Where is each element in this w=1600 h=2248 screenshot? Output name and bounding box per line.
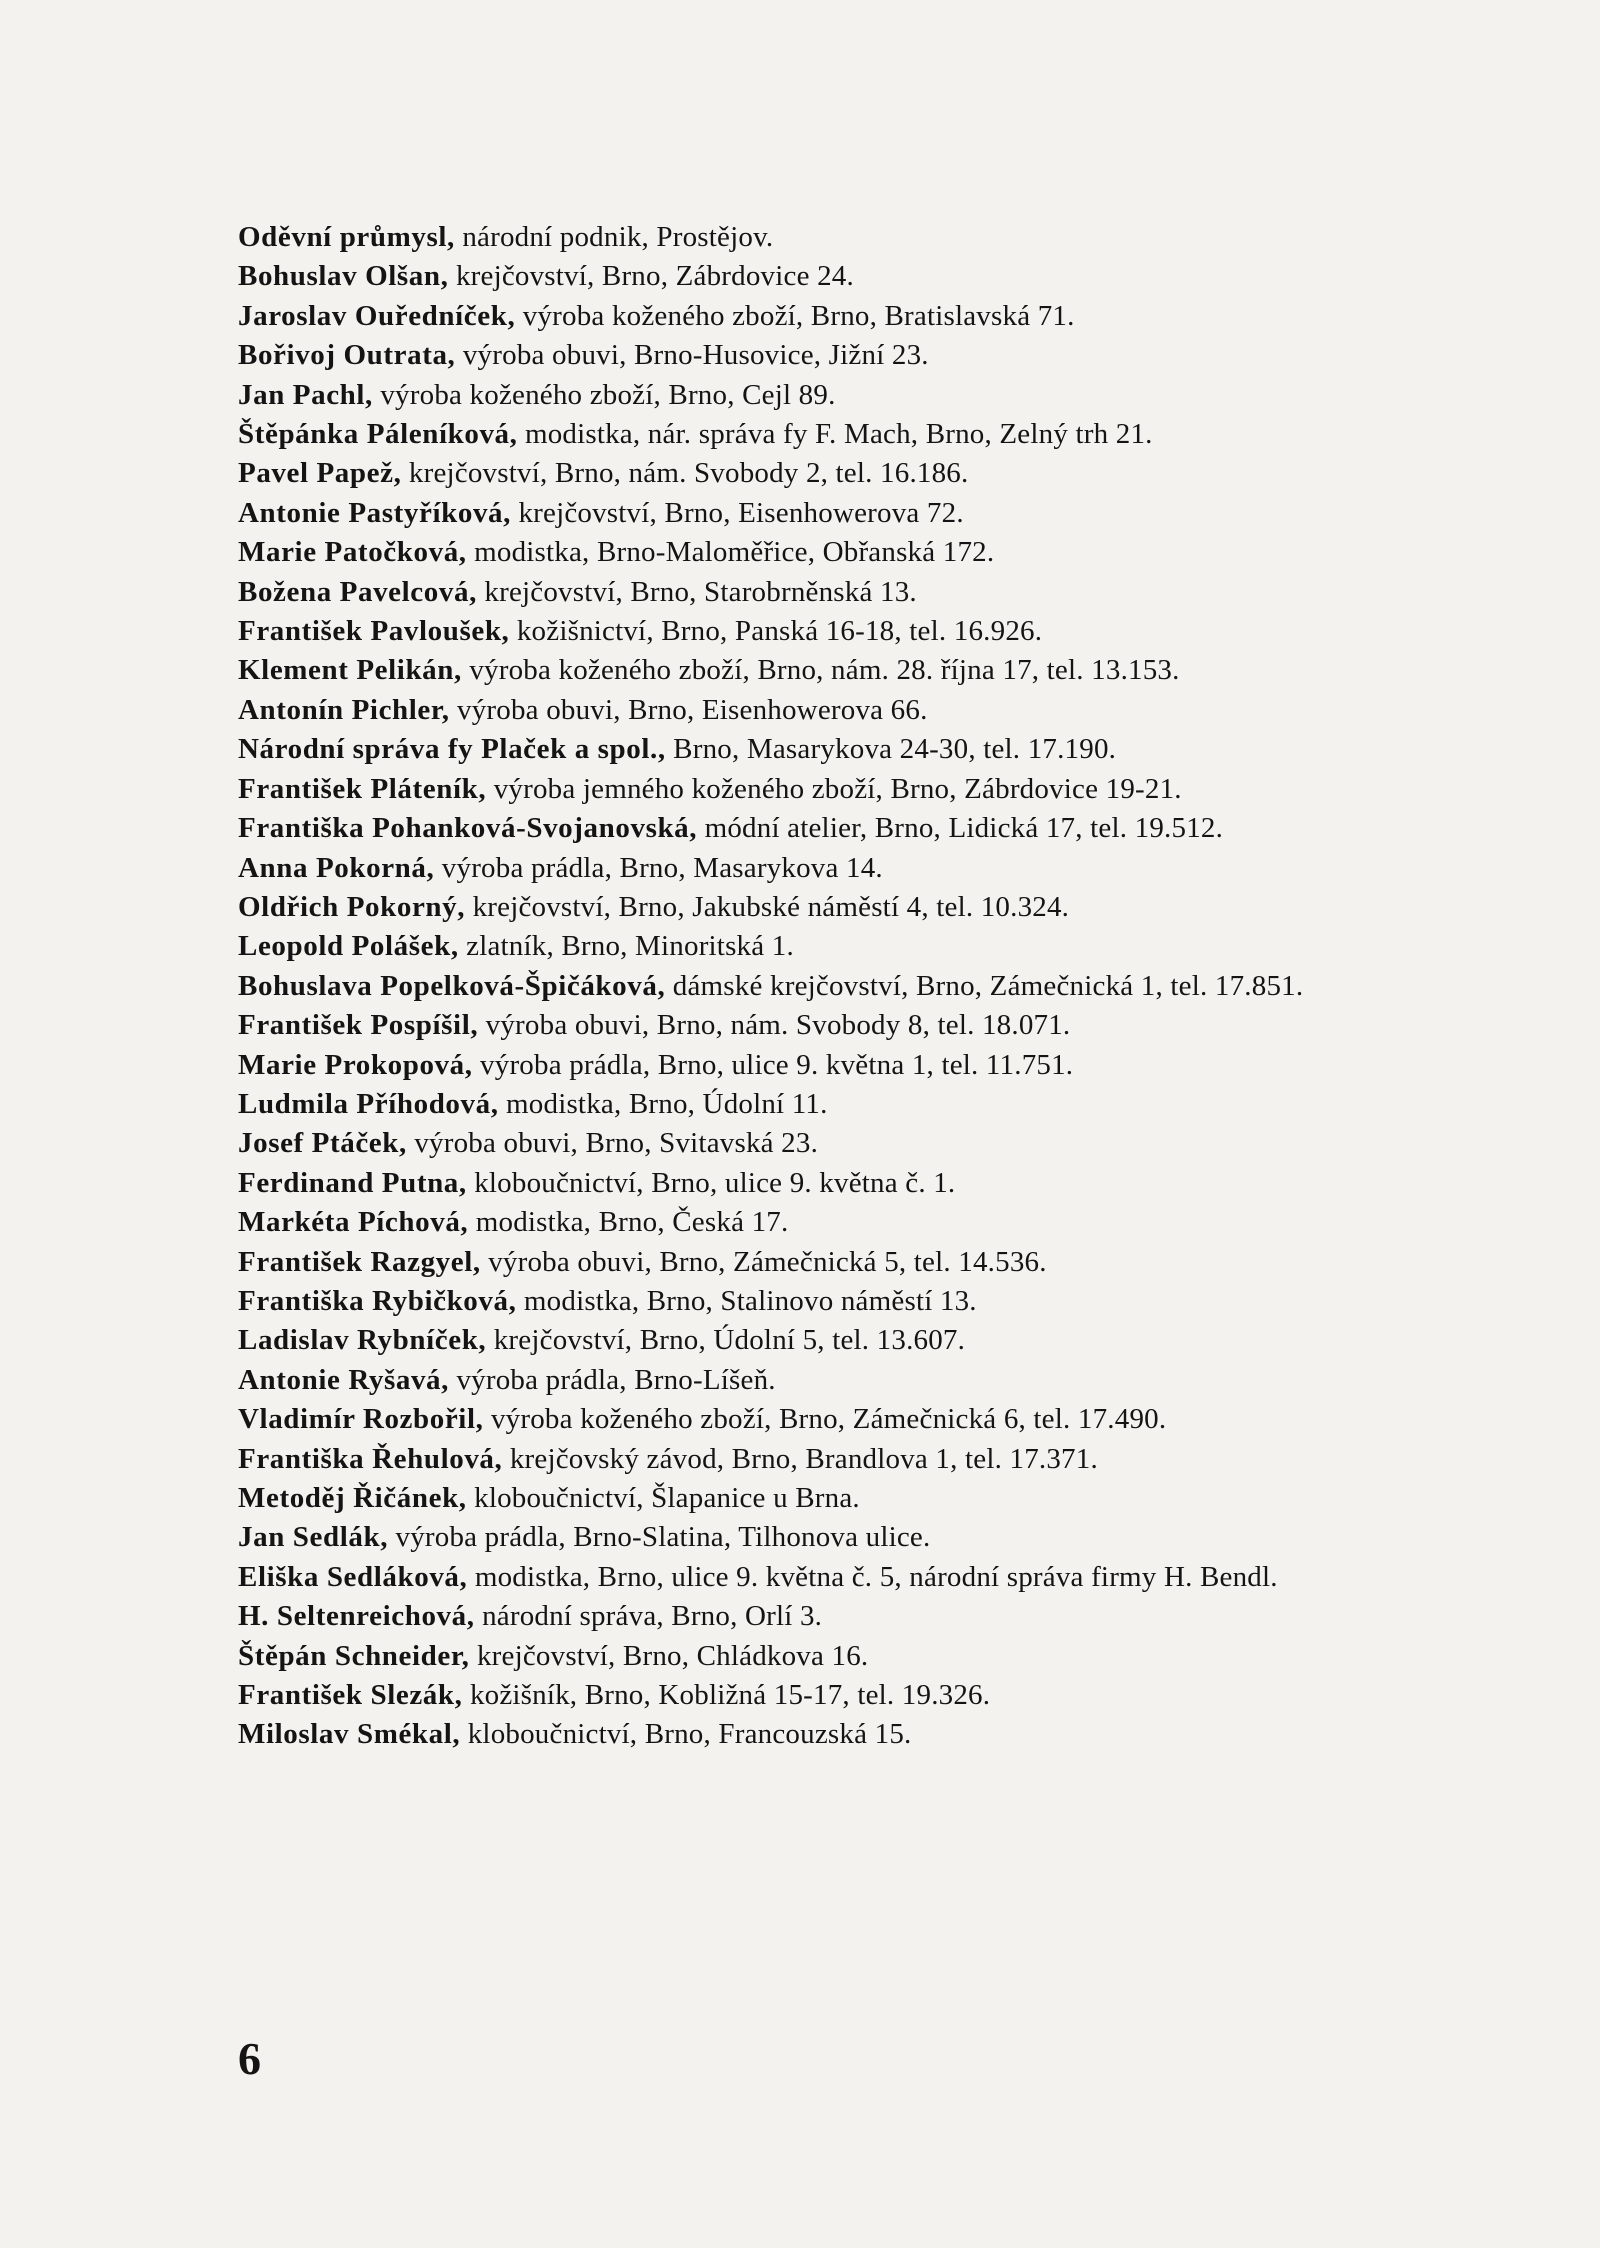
directory-entry <box>238 1164 1423 1203</box>
entry-name: Františka Pohanková-Svojanovská, <box>238 812 698 845</box>
entry-name: Jaroslav Ouředníček, <box>238 299 516 332</box>
directory-entry <box>238 573 1423 612</box>
page-number: 6 <box>238 2033 261 2084</box>
entry-name: František Slezák, <box>238 1679 463 1712</box>
directory-entry <box>238 691 1423 730</box>
entry-details: národní podnik, Prostějov. <box>462 221 774 253</box>
entry-name: Antonie Ryšavá, <box>238 1363 449 1396</box>
entry-details: módní atelier, Brno, Lidická 17, tel. 19.512. <box>704 812 1224 845</box>
entry-details: kloboučnictví, Brno, ulice 9. května č. 1. <box>474 1166 956 1199</box>
entry-details: výroba jemného koženého zboží, Brno, Zábrdovice 19-21. <box>493 772 1182 805</box>
directory-entry <box>238 612 1423 651</box>
entry-name: H. Seltenreichová, <box>238 1600 475 1633</box>
entry-name: Ferdinand Putna, <box>238 1166 467 1199</box>
directory-entry <box>238 1676 1423 1715</box>
directory-entry <box>238 1400 1423 1439</box>
directory-entry <box>238 849 1423 888</box>
entry-name: Miloslav Smékal, <box>238 1718 461 1751</box>
entry-details: výroba obuvi, Brno, Zámečnická 5, tel. 14.536. <box>488 1245 1047 1278</box>
directory-entry <box>238 770 1423 809</box>
directory-entry <box>238 415 1423 454</box>
directory-entry <box>238 1440 1423 1479</box>
entry-name: František Pavloušek, <box>238 615 510 648</box>
directory-entry <box>238 967 1423 1006</box>
entry-details: výroba obuvi, Brno, Eisenhowerova 66. <box>457 693 928 726</box>
entry-details: modistka, Brno-Maloměřice, Obřanská 172. <box>474 536 995 569</box>
directory-entry <box>238 927 1423 966</box>
entry-name: Klement Pelikán, <box>238 654 462 687</box>
entry-name: František Pláteník, <box>238 772 487 805</box>
entry-details: zlatník, Brno, Minoritská 1. <box>466 930 794 963</box>
directory-entry <box>238 651 1423 690</box>
directory-entry <box>238 1518 1423 1557</box>
entry-details: modistka, Brno, Údolní 11. <box>506 1087 828 1120</box>
entry-details: krejčovství, Brno, Chládkova 16. <box>476 1639 869 1672</box>
entry-name: Ladislav Rybníček, <box>238 1324 487 1357</box>
directory-entry <box>238 218 1423 257</box>
directory-entry <box>238 1006 1423 1045</box>
entry-name: Štěpánka Páleníková, <box>238 418 518 451</box>
directory-entry <box>238 1203 1423 1242</box>
entry-details: Brno, Masarykova 24-30, tel. 17.190. <box>673 733 1117 766</box>
directory-entry <box>238 1479 1423 1518</box>
entry-details: výroba obuvi, Brno, Svitavská 23. <box>414 1127 819 1160</box>
entry-name: Oděvní průmysl, <box>238 221 455 253</box>
directory-entry <box>238 533 1423 572</box>
directory-entry <box>238 336 1423 375</box>
entry-details: krejčovství, Brno, Starobrněnská 13. <box>484 575 917 608</box>
directory-entry <box>238 888 1423 927</box>
entry-details: výroba koženého zboží, Brno, Bratislavská 71. <box>522 299 1075 332</box>
entry-details: výroba prádla, Brno-Slatina, Tilhonova ulice. <box>395 1521 931 1554</box>
directory-entry <box>238 809 1423 848</box>
entry-details: krejčovství, Brno, nám. Svobody 2, tel. 16.186. <box>408 457 969 490</box>
entry-name: Bohuslav Olšan, <box>238 260 449 293</box>
entry-details: národní správa, Brno, Orlí 3. <box>482 1600 823 1633</box>
entry-name: František Razgyel, <box>238 1245 481 1278</box>
entry-details: výroba koženého zboží, Brno, Zámečnická 6, tel. 17.490. <box>490 1403 1167 1436</box>
entry-name: Jan Pachl, <box>238 378 373 411</box>
directory-entry <box>238 1715 1423 1754</box>
entry-details: krejčovství, Brno, Eisenhowerova 72. <box>518 496 964 529</box>
entry-name: Metoděj Řičánek, <box>238 1482 467 1514</box>
directory-entry <box>238 1321 1423 1360</box>
entry-name: Pavel Papež, <box>238 457 402 490</box>
entry-name: Oldřich Pokorný, <box>238 890 466 923</box>
entry-details: výroba koženého zboží, Brno, nám. 28. října 17, tel. 13.153. <box>469 654 1180 687</box>
entry-details: dámské krejčovství, Brno, Zámečnická 1, tel. 17.851. <box>672 969 1304 1002</box>
entry-details: modistka, Brno, ulice 9. května č. 5, národní správa firmy H. Bendl. <box>474 1560 1278 1593</box>
entry-name: Markéta Píchová, <box>238 1206 469 1239</box>
directory-entry <box>238 730 1423 769</box>
entry-name: Jan Sedlák, <box>238 1521 389 1554</box>
entry-name: Antonín Pichler, <box>238 693 450 726</box>
entry-details: kožišník, Brno, Kobližná 15-17, tel. 19.326. <box>469 1679 991 1712</box>
entry-name: Božena Pavelcová, <box>238 575 477 608</box>
entry-details: kloboučnictví, Brno, Francouzská 15. <box>467 1718 912 1751</box>
entry-details: výroba obuvi, Brno, nám. Svobody 8, tel. 18.071. <box>485 1009 1071 1042</box>
entry-name: Františka Řehulová, <box>238 1442 503 1475</box>
directory-entry <box>238 1597 1423 1636</box>
entry-name: Antonie Pastyříková, <box>238 496 511 529</box>
directory-entry <box>238 297 1423 336</box>
directory-entry <box>238 1243 1423 1282</box>
entry-name: Josef Ptáček, <box>238 1127 407 1160</box>
entry-name: Ludmila Příhodová, <box>238 1087 499 1120</box>
entry-details: modistka, Brno, Česká 17. <box>475 1206 789 1239</box>
entry-details: výroba koženého zboží, Brno, Cejl 89. <box>380 378 836 411</box>
entry-details: krejčovství, Brno, Zábrdovice 24. <box>455 260 854 293</box>
entry-details: kožišnictví, Brno, Panská 16-18, tel. 16.926. <box>516 615 1043 648</box>
entry-name: Eliška Sedláková, <box>238 1560 468 1593</box>
directory-entry <box>238 1361 1423 1400</box>
directory-entry <box>238 494 1423 533</box>
entry-name: Františka Rybičková, <box>238 1284 517 1317</box>
directory-entry <box>238 1637 1423 1676</box>
entry-details: výroba prádla, Brno, Masarykova 14. <box>441 851 883 884</box>
entry-name: František Pospíšil, <box>238 1009 479 1042</box>
entry-name: Štěpán Schneider, <box>238 1639 470 1672</box>
directory-entry <box>238 454 1423 493</box>
entry-name: Vladimír Rozbořil, <box>238 1403 484 1436</box>
entry-name: Bohuslava Popelková-Špičáková, <box>238 969 666 1002</box>
entry-details: krejčovství, Brno, Údolní 5, tel. 13.607. <box>493 1324 966 1357</box>
directory-list <box>238 218 1423 1755</box>
entry-name: Bořivoj Outrata, <box>238 339 456 372</box>
entry-name: Marie Patočková, <box>238 536 467 569</box>
entry-name: Leopold Polášek, <box>238 930 459 963</box>
directory-entry <box>238 1558 1423 1597</box>
entry-name: Anna Pokorná, <box>238 851 435 884</box>
entry-details: výroba obuvi, Brno-Husovice, Jižní 23. <box>462 339 929 372</box>
directory-entry <box>238 1124 1423 1163</box>
entry-details: modistka, nár. správa fy F. Mach, Brno, Zelný trh 21. <box>524 418 1153 451</box>
directory-entry <box>238 1282 1423 1321</box>
entry-details: výroba prádla, Brno, ulice 9. května 1, tel. 11.751. <box>480 1048 1074 1081</box>
entry-details: kloboučnictví, Šlapanice u Brna. <box>474 1482 860 1514</box>
entry-details: modistka, Brno, Stalinovo náměstí 13. <box>523 1284 977 1317</box>
entry-name: Národní správa fy Plaček a spol., <box>238 733 666 766</box>
entry-details: výroba prádla, Brno-Líšeň. <box>456 1363 776 1396</box>
directory-entry <box>238 1085 1423 1124</box>
entry-name: Marie Prokopová, <box>238 1048 473 1081</box>
directory-entry <box>238 257 1423 296</box>
entry-details: krejčovství, Brno, Jakubské náměstí 4, tel. 10.324. <box>472 890 1070 923</box>
entry-details: krejčovský závod, Brno, Brandlova 1, tel. 17.371. <box>509 1442 1098 1475</box>
directory-entry <box>238 1046 1423 1085</box>
directory-entry <box>238 376 1423 415</box>
